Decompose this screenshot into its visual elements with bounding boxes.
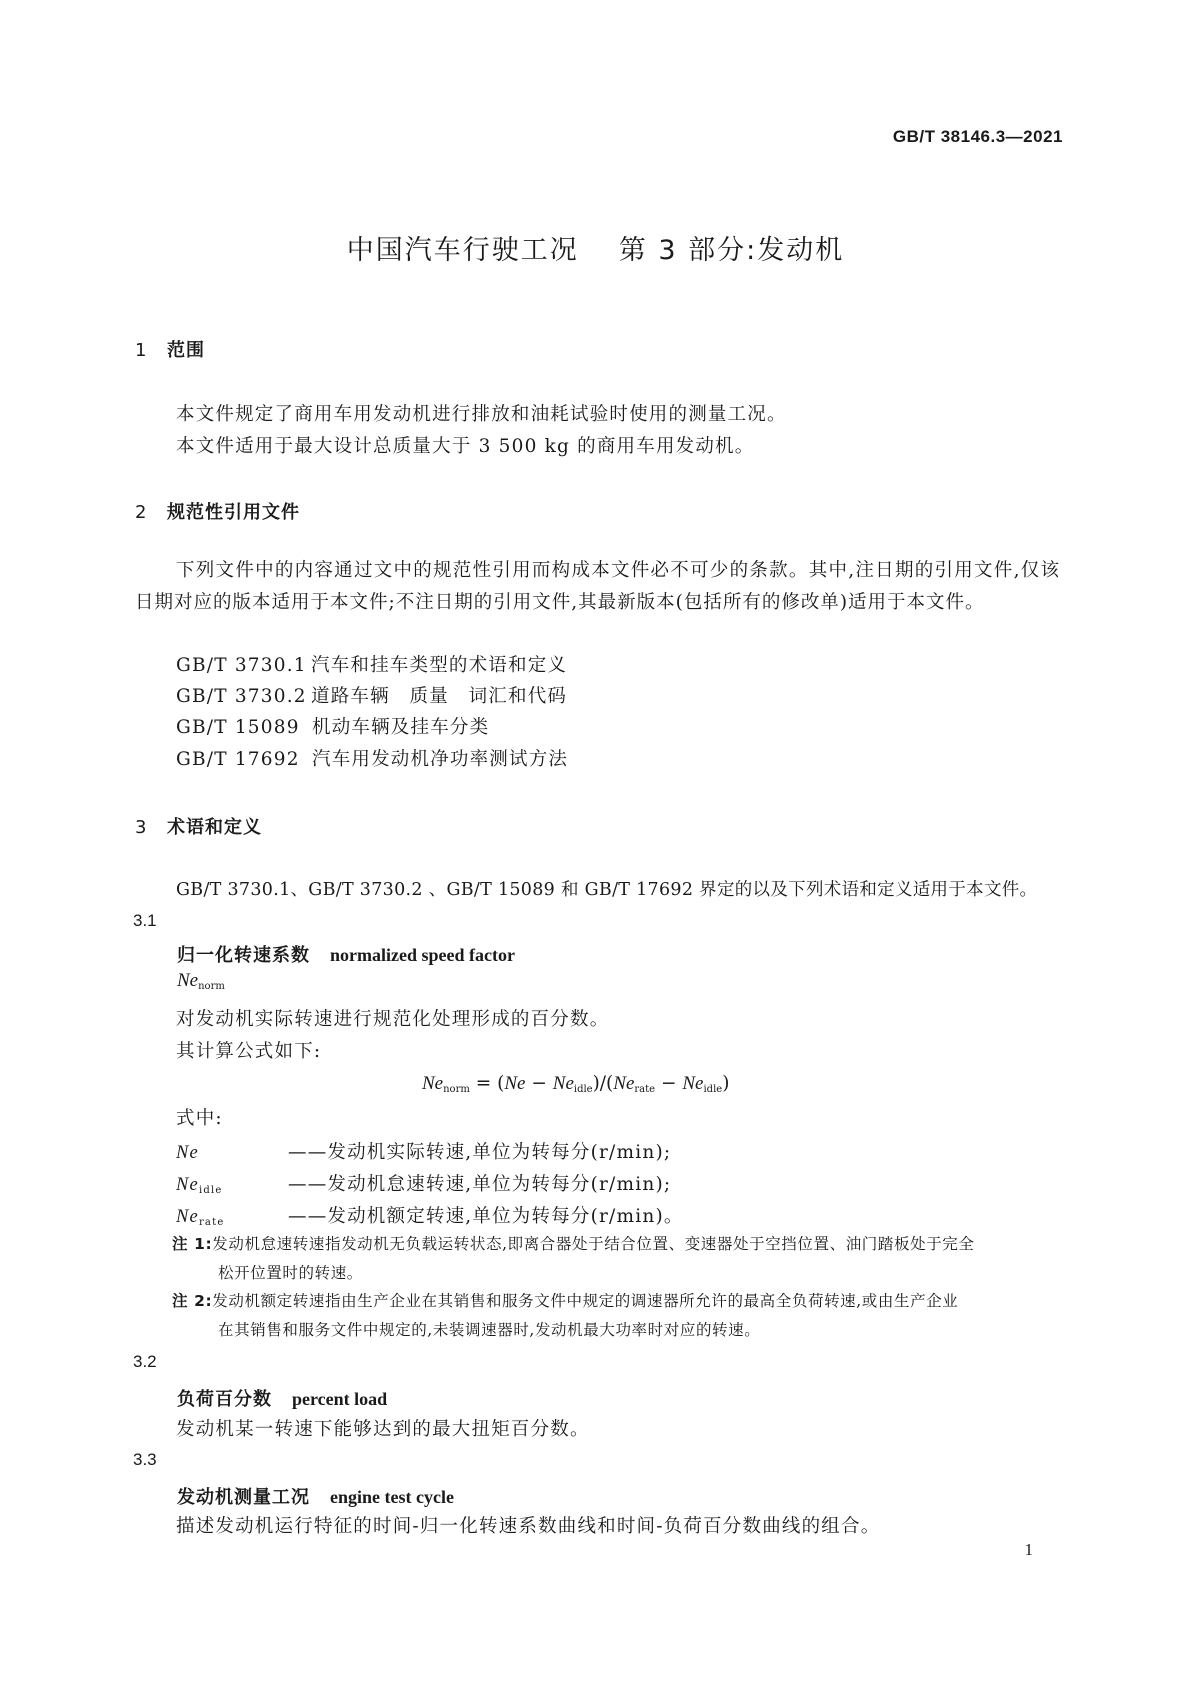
term-en: normalized speed factor	[330, 945, 515, 965]
term-3-1	[177, 941, 515, 967]
clause-number-3-3: 3.3	[133, 1450, 157, 1469]
section-number: 2	[135, 502, 147, 523]
title-main: 中国汽车行驶工况	[346, 235, 579, 266]
document-title	[0, 228, 1191, 267]
term-symbol: $Ne_{norm}$	[177, 970, 225, 992]
terms-intro: GB/T 3730.1、GB/T 3730.2 、GB/T 15089 和 GB/T 17692 界定的以及下列术语和定义适用于本文件。	[176, 880, 1038, 900]
reference-item	[176, 682, 567, 708]
section-number: 3	[135, 817, 147, 838]
note-2: 注 2:发动机额定转速指由生产企业在其销售和服务文件中规定的调速器所允许的最高全负荷转速,或由生产企业 在其销售和服务文件中规定的,未装调速器时,发动机最大功率时对应的转速。	[172, 1292, 959, 1339]
reference-item	[176, 713, 489, 739]
reference-code: GB/T 3730.2	[176, 686, 307, 707]
clause-number-3-2: 3.2	[133, 1352, 157, 1371]
reference-code: GB/T 17692	[176, 749, 300, 770]
section-3-heading	[135, 813, 262, 839]
section-title: 规范性引用文件	[167, 502, 300, 523]
reference-name: 汽车用发动机净功率测试方法	[312, 749, 569, 770]
term-definition: 对发动机实际转速进行规范化处理形成的百分数。	[176, 1009, 610, 1030]
reference-code: GB/T 15089	[176, 717, 300, 738]
clause-number-3-1: 3.1	[133, 911, 157, 930]
term-definition: 发动机某一转速下能够达到的最大扭矩百分数。	[176, 1419, 590, 1440]
reference-item	[176, 651, 567, 677]
scope-paragraph-2: 本文件适用于最大设计总质量大于 3 500 kg 的商用车用发动机。	[176, 436, 755, 457]
note-label: 注 1:	[172, 1235, 213, 1253]
scope-paragraph-1: 本文件规定了商用车用发动机进行排放和油耗试验时使用的测量工况。	[176, 404, 787, 425]
term-zh: 发动机测量工况	[177, 1487, 310, 1508]
reference-name: 机动车辆及挂车分类	[312, 717, 490, 738]
formula-intro: 其计算公式如下:	[176, 1041, 322, 1062]
term-3-2	[177, 1385, 387, 1411]
term-definition: 描述发动机运行特征的时间-归一化转速系数曲线和时间-负荷百分数曲线的组合。	[176, 1516, 881, 1537]
section-1-heading	[135, 336, 205, 362]
section-number: 1	[135, 340, 147, 361]
where-item: Ne ——发动机实际转速,单位为转每分(r/min);	[176, 1142, 672, 1163]
where-label: 式中:	[176, 1108, 223, 1129]
reference-item	[176, 745, 568, 771]
term-zh: 负荷百分数	[177, 1389, 272, 1410]
reference-name: 道路车辆 质量 词汇和代码	[311, 686, 568, 707]
term-en: percent load	[292, 1389, 388, 1409]
page-number: 1	[1024, 1540, 1033, 1559]
term-en: engine test cycle	[330, 1487, 454, 1507]
note-1: 注 1:发动机怠速转速指发动机无负载运转状态,即离合器处于结合位置、变速器处于空挡位置、油门踏板处于完全 松开位置时的转速。	[172, 1235, 975, 1282]
title-part: 第 3 部分:发动机	[618, 235, 845, 266]
section-2-heading	[135, 498, 300, 524]
note-label: 注 2:	[172, 1292, 213, 1310]
reference-code: GB/T 3730.1	[176, 655, 307, 676]
where-item: $Ne_{rate}$ ——发动机额定转速,单位为转每分(r/min)。	[176, 1206, 684, 1228]
term-3-3	[177, 1483, 454, 1509]
term-zh: 归一化转速系数	[177, 945, 310, 966]
section-title: 术语和定义	[167, 817, 262, 838]
reference-name: 汽车和挂车类型的术语和定义	[311, 655, 568, 676]
section-title: 范围	[167, 340, 205, 361]
standard-code: GB/T 38146.3—2021	[892, 127, 1063, 146]
references-intro: 下列文件中的内容通过文中的规范性引用而构成本文件必不可少的条款。其中,注日期的引用文件,仅该日期对应的版本适用于本文件;不注日期的引用文件,其最新版本(包括所有的修改单)适用于本文件。	[135, 560, 1060, 613]
where-item: $Ne_{idle}$ ——发动机怠速转速,单位为转每分(r/min);	[176, 1174, 672, 1196]
formula-ne-norm: $Ne_{norm} = (Ne - Ne_{idle})/(Ne_{rate} - Ne_{idle})$	[422, 1073, 730, 1095]
